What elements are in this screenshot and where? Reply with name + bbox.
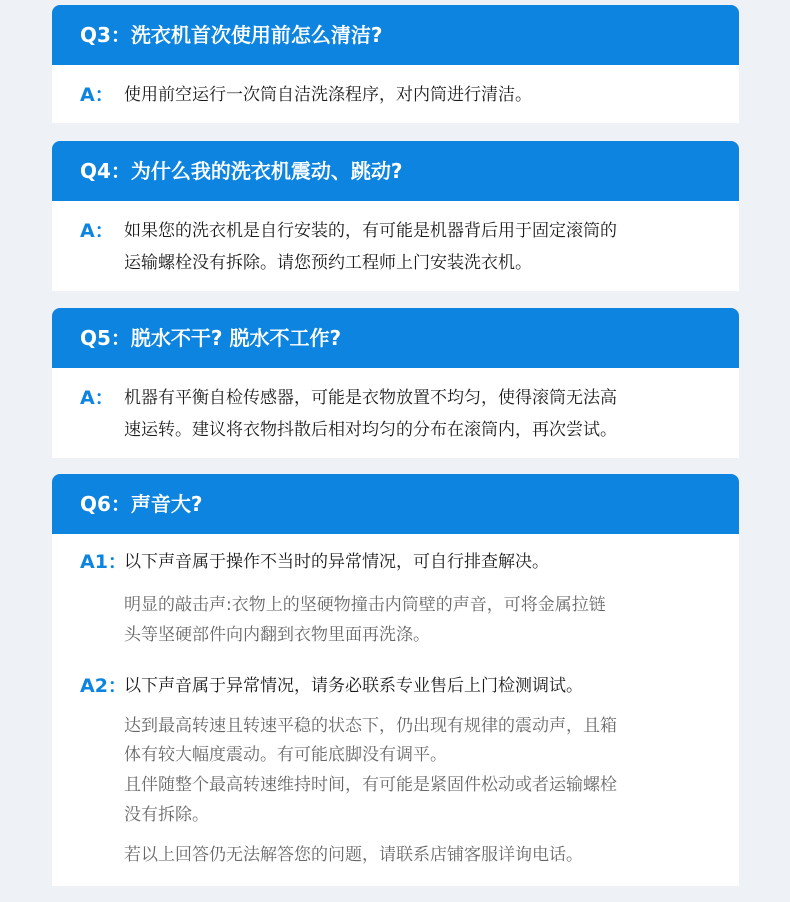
answer-row-a2 (52, 670, 739, 702)
answer-text-line-2: 运输螺栓没有拆除。请您预约工程师上门安装洗衣机。 (124, 253, 532, 273)
faq-question-q3: Q3：洗衣机首次使用前怎么清洁? (52, 5, 739, 65)
answer-text-a1: 以下声音属于操作不当时的异常情况，可自行排查解决。 (124, 552, 549, 572)
faq-question-q6: Q6：声音大? (52, 474, 739, 534)
answer-label: A： (80, 387, 114, 409)
a2-detail-line-3: 且伴随整个最高转速维持时间，有可能是紧固件松动或者运输螺栓 (124, 775, 617, 795)
faq-question-q4: Q4：为什么我的洗衣机震动、跳动? (52, 141, 739, 201)
answer-text-line-1: 机器有平衡自检传感器，可能是衣物放置不均匀，使得滚筒无法高 (124, 388, 617, 408)
answer-row (52, 215, 739, 247)
faq-answer-card-q5 (52, 368, 739, 458)
faq-answer-card-q6 (52, 534, 739, 886)
answer-row (52, 79, 739, 111)
faq-question-q5: Q5：脱水不干? 脱水不工作? (52, 308, 739, 368)
a2-detail-line-2: 体有较大幅度震动。有可能底脚没有调平。 (124, 745, 447, 765)
answer-row-a1 (52, 546, 739, 578)
answer-row (52, 247, 739, 279)
footer-note: 若以上回答仍无法解答您的问题，请联系店铺客服详询电话。 (124, 845, 583, 865)
answer-text: 使用前空运行一次筒自洁洗涤程序，对内筒进行清洁。 (124, 85, 532, 105)
answer-row (52, 382, 739, 414)
answer-text-line-2: 速运转。建议将衣物抖散后相对均匀的分布在滚筒内，再次尝试。 (124, 420, 617, 440)
faq-answer-card-q4 (52, 201, 739, 291)
answer-label-a1: A1： (80, 551, 127, 573)
answer-label-a2: A2： (80, 675, 127, 697)
a2-detail-line-1: 达到最高转速且转速平稳的状态下，仍出现有规律的震动声，且箱 (124, 716, 617, 736)
answer-label: A： (80, 220, 114, 242)
a1-detail-line-2: 头等坚硬部件向内翻到衣物里面再洗涤。 (124, 625, 430, 645)
answer-label: A： (80, 84, 114, 106)
answer-row (52, 414, 739, 446)
a2-detail-line-4: 没有拆除。 (124, 805, 209, 825)
answer-text-a2: 以下声音属于异常情况，请务必联系专业售后上门检测调试。 (124, 676, 583, 696)
a1-detail-line-1: 明显的敲击声:衣物上的坚硬物撞击内筒壁的声音，可将金属拉链 (124, 595, 606, 615)
answer-text-line-1: 如果您的洗衣机是自行安装的，有可能是机器背后用于固定滚筒的 (124, 221, 617, 241)
faq-answer-card-q3 (52, 65, 739, 123)
